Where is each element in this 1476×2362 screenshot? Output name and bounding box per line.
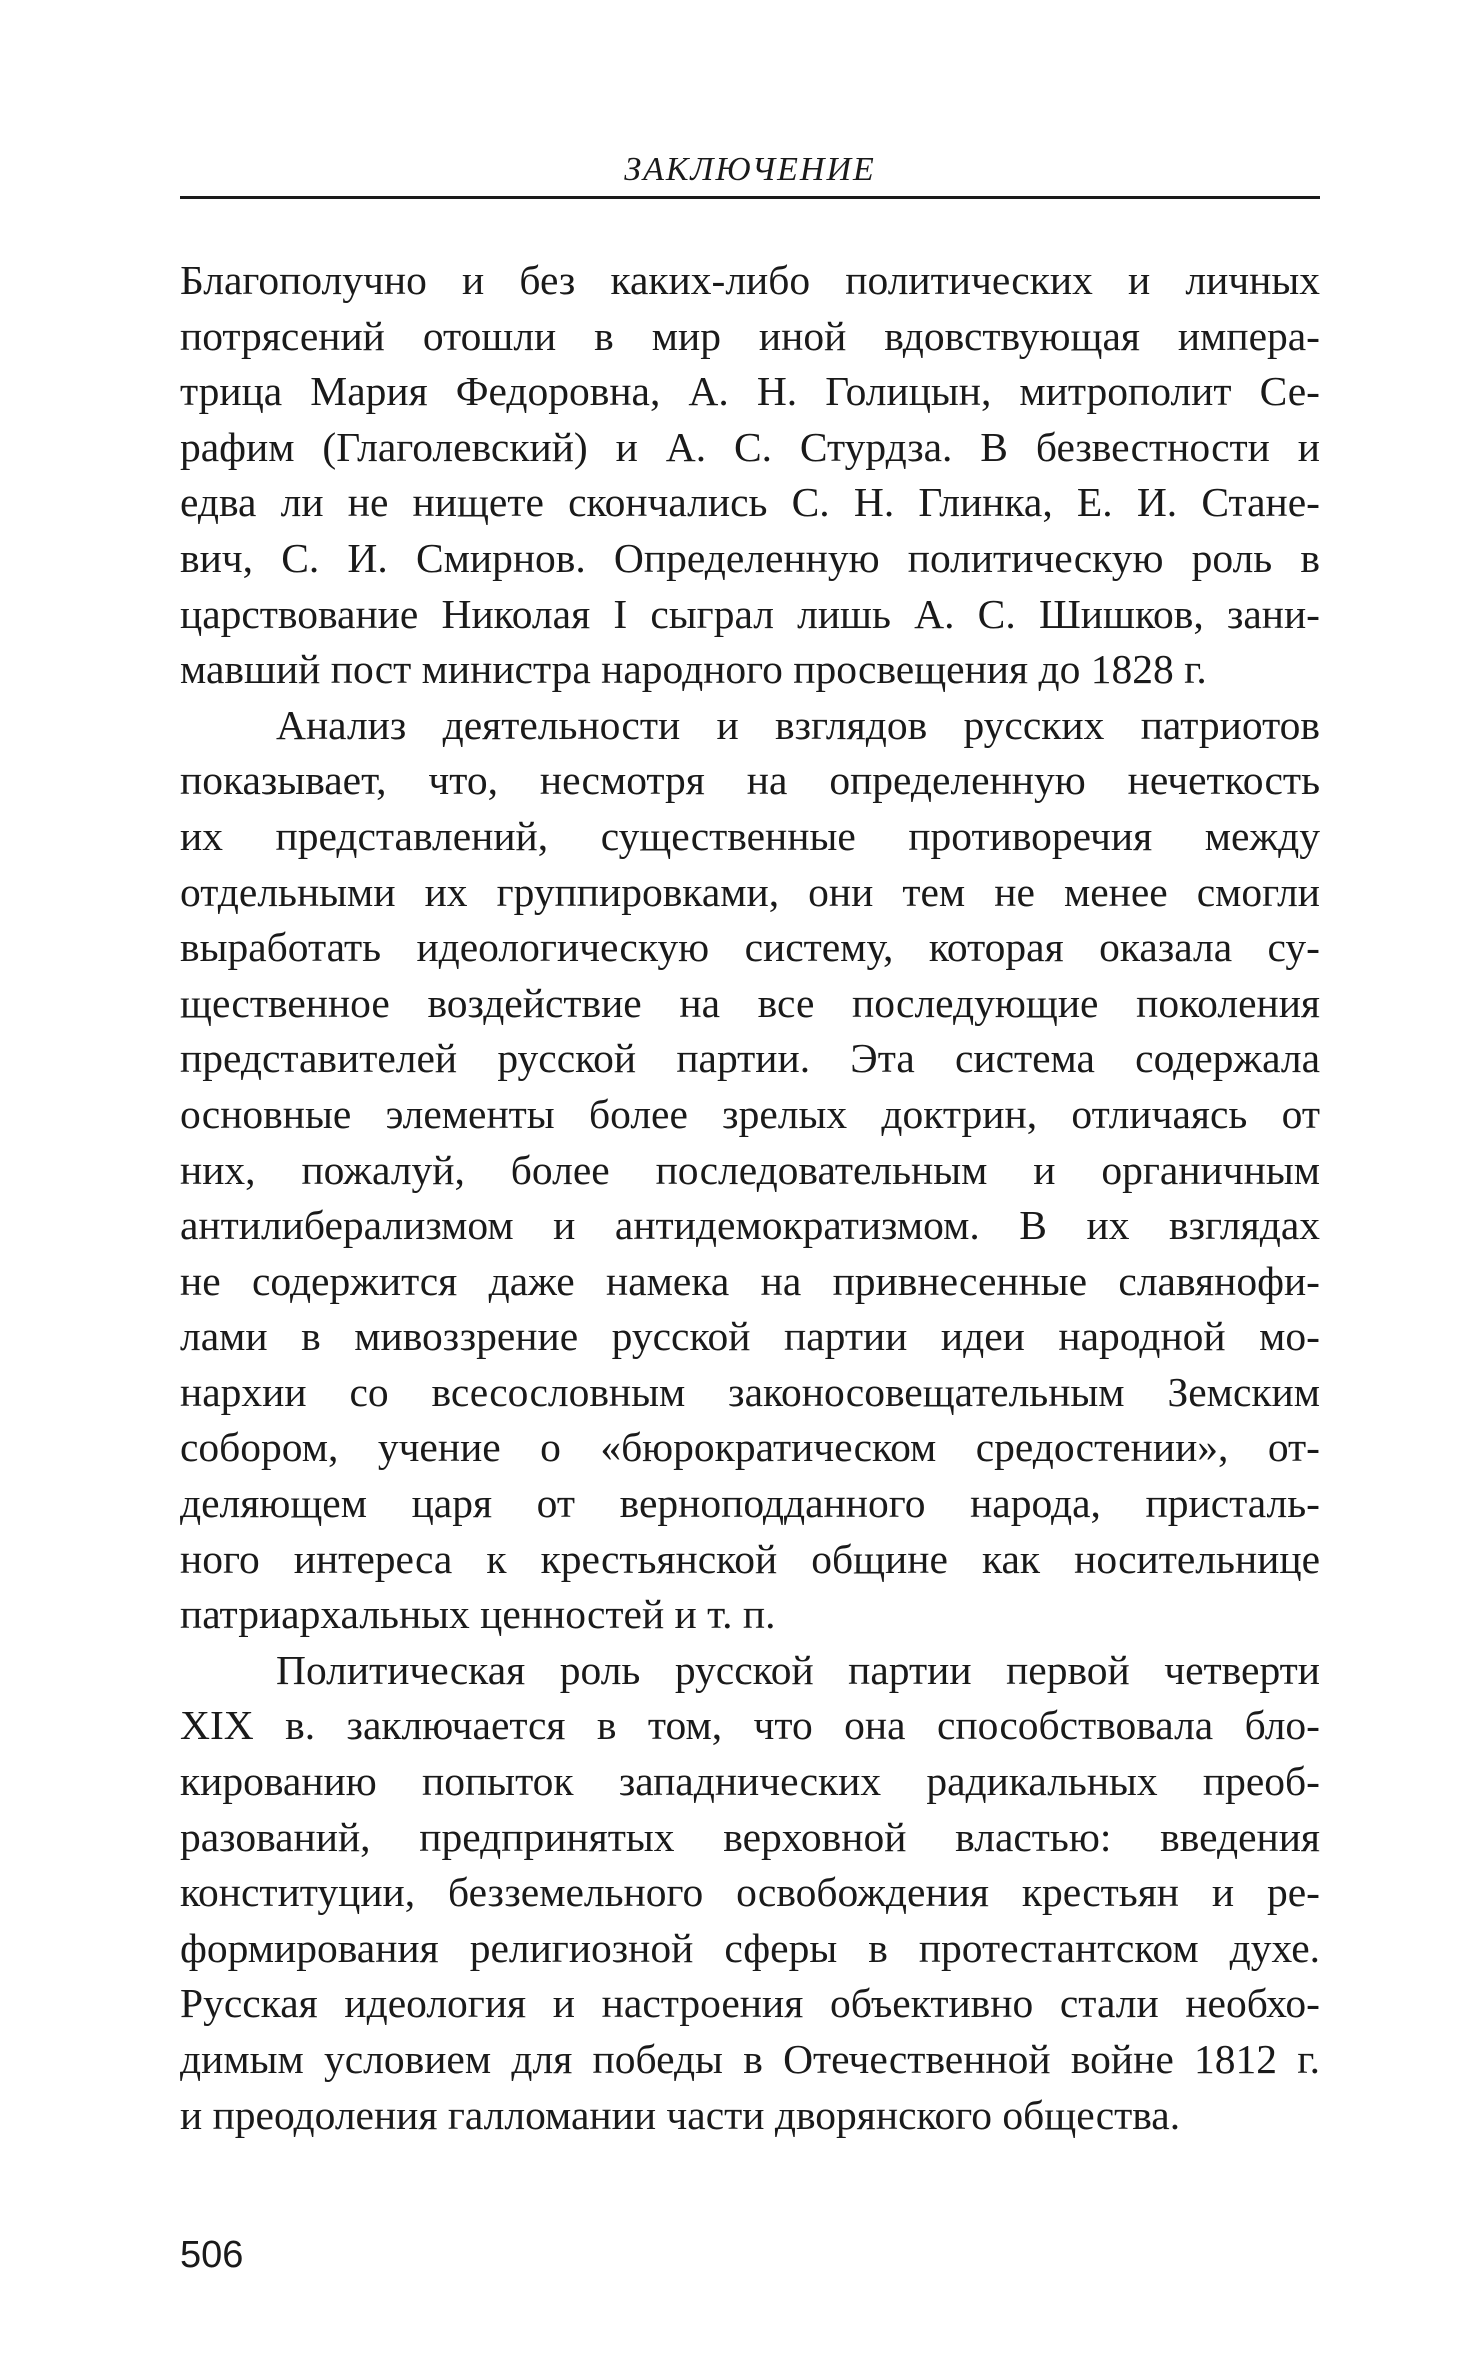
text-line: них, пожалуй, более последовательным и органичным <box>180 1146 1320 1193</box>
paragraph-2 <box>180 698 1320 1643</box>
text-line: рафим (Глаголевский) и А. С. Стурдза. В безвестности и <box>180 423 1320 470</box>
text-line: разований, предпринятых верховной властью: введения <box>180 1813 1320 1860</box>
text-line: кированию попыток западнических радикальных преоб- <box>180 1758 1320 1805</box>
header-rule <box>180 196 1320 199</box>
page-number: 506 <box>180 2234 244 2276</box>
text-line: XIX в. заключается в том, что она способствовала бло- <box>180 1702 1320 1749</box>
text-line: не содержится даже намека на привнесенные славянофи- <box>180 1257 1320 1304</box>
text-line: патриархальных ценностей и т. п. <box>180 1591 776 1638</box>
text-line: деляющем царя от верноподданного народа, присталь- <box>180 1480 1320 1527</box>
text-line: отдельными их группировками, они тем не менее смогли <box>180 868 1320 915</box>
text-line: димым условием для победы в Отечественной войне 1812 г. <box>180 2036 1320 2082</box>
text-line: антилиберализмом и антидемократизмом. В их взглядах <box>180 1202 1320 1249</box>
text-line: выработать идеологическую систему, которая оказала су- <box>180 924 1320 971</box>
text-line: лами в мивоззрение русской партии идеи народной мо- <box>180 1313 1320 1360</box>
text-line: собором, учение о «бюрократическом средостении», от- <box>180 1424 1320 1471</box>
text-line: и преодоления галломании части дворянского общества. <box>180 2091 1181 2138</box>
paragraph-1 <box>180 253 1320 698</box>
text-line: ного интереса к крестьянской общине как носительнице <box>180 1535 1320 1582</box>
body-text <box>180 253 1320 2143</box>
running-head: ЗАКЛЮЧЕНИЕ <box>624 151 876 188</box>
text-line: конституции, безземельного освобождения крестьян и ре- <box>180 1869 1320 1916</box>
text-line: Анализ деятельности и взглядов русских патриотов <box>276 701 1320 748</box>
text-line: представителей русской партии. Эта система содержала <box>180 1035 1320 1082</box>
text-line: щественное воздействие на все последующие поколения <box>180 979 1320 1026</box>
text-line: Благополучно и без каких-либо политических и личных <box>180 257 1320 303</box>
text-line: их представлений, существенные противоречия между <box>180 812 1320 859</box>
text-line: Русская идеология и настроения объективно стали необхо- <box>180 1980 1320 2027</box>
text-line: едва ли не нищете скончались С. Н. Глинка, Е. И. Стане- <box>180 479 1320 526</box>
text-line: формирования религиозной сферы в протестантском духе. <box>180 1924 1320 1971</box>
text-line: царствование Николая I сыграл лишь А. С. Шишков, зани- <box>180 590 1320 637</box>
text-line: трица Мария Федоровна, А. Н. Голицын, митрополит Се- <box>180 368 1320 415</box>
text-line: потрясений отошли в мир иной вдовствующая импера- <box>180 312 1320 359</box>
paragraph-3 <box>180 1643 1320 2143</box>
text-line: показывает, что, несмотря на определенную нечеткость <box>180 757 1320 804</box>
text-line: вич, С. И. Смирнов. Определенную политическую роль в <box>180 534 1320 581</box>
text-line: мавший пост министра народного просвещения до 1828 г. <box>180 646 1207 693</box>
text-line: нархии со всесословным законосовещательным Земским <box>180 1368 1320 1415</box>
text-line: Политическая роль русской партии первой четверти <box>276 1646 1320 1693</box>
text-line: основные элементы более зрелых доктрин, отличаясь от <box>180 1090 1320 1137</box>
